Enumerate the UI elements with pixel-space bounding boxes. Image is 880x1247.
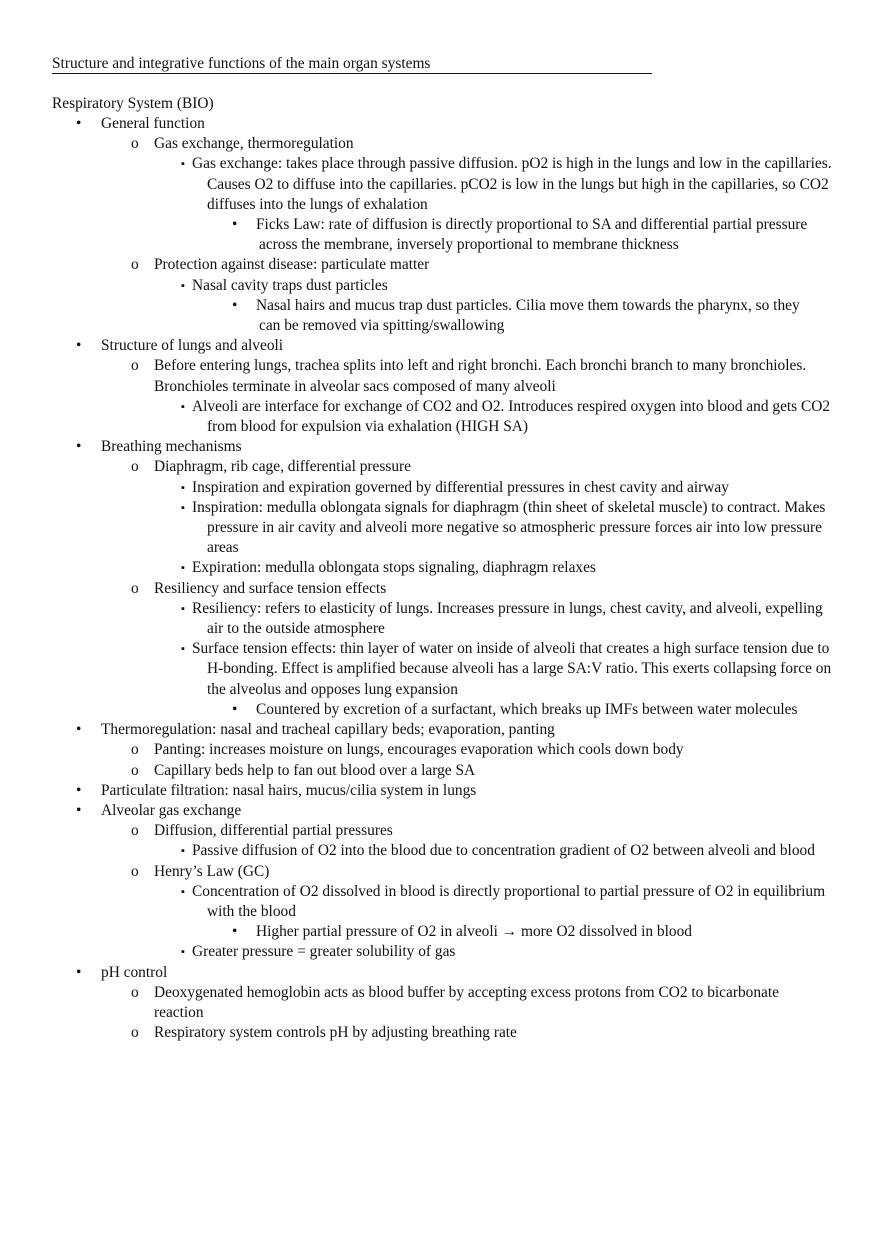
item-text: Thermoregulation: nasal and tracheal capillary beds; evaporation, panting (101, 721, 555, 739)
square-marker: ▪ (181, 501, 185, 514)
bullet-marker: • (76, 115, 82, 132)
bullet-marker: • (76, 963, 82, 981)
circle-marker: o (131, 458, 139, 476)
circle-marker: o (131, 135, 139, 153)
circle-marker: o (131, 256, 139, 274)
item-text: Higher partial pressure of O2 in alveoli → more O2 dissolved in blood (256, 923, 692, 941)
bullet-item (0, 114, 880, 134)
section-heading: Respiratory System (BIO) (52, 95, 214, 112)
subitem (0, 740, 880, 760)
item-text: Countered by excretion of a surfactant, which breaks up IMFs between water molecules (256, 700, 798, 718)
subitem (0, 862, 880, 882)
square-marker: ▪ (181, 946, 185, 959)
bullet-item (0, 720, 880, 740)
detail-item (0, 397, 880, 437)
subitem (0, 1023, 880, 1043)
subitem (0, 255, 880, 275)
page-title: Structure and integrative functions of the main organ systems (52, 54, 652, 74)
subitem (0, 579, 880, 599)
detail-item (0, 276, 880, 296)
item-text: Structure of lungs and alveoli (101, 337, 284, 355)
square-marker: ▪ (181, 158, 185, 171)
item-text: Resiliency and surface tension effects (154, 579, 387, 597)
item-text: Respiratory system controls pH by adjusting breathing rate (154, 1024, 517, 1042)
item-text: Capillary beds help to fan out blood over a large SA (154, 761, 476, 779)
circle-marker: o (131, 862, 139, 880)
bullet-marker: • (232, 296, 238, 314)
item-text: Nasal hairs and mucus trap dust particles. Cilia move them towards the pharynx, so they can be removed via spitting/swallowing (256, 296, 800, 335)
item-text: Concentration of O2 dissolved in blood is directly proportional to partial pressure of O2 in equilibrium with the blood (192, 882, 826, 920)
subitem (0, 356, 880, 396)
item-text: Inspiration and expiration governed by differential pressures in chest cavity and airway (192, 478, 729, 496)
square-marker: ▪ (181, 885, 185, 898)
detail-item (0, 639, 880, 700)
bullet-marker: • (232, 700, 238, 718)
bullet-marker: • (76, 438, 82, 456)
item-text: Passive diffusion of O2 into the blood due to concentration gradient of O2 between alveoli and blood (192, 842, 815, 860)
item-text: Expiration: medulla oblongata stops signaling, diaphragm relaxes (192, 559, 596, 577)
note-item (0, 296, 880, 336)
bullet-marker: • (232, 923, 238, 941)
item-text: Protection against disease: particulate matter (154, 256, 430, 274)
square-marker: ▪ (181, 481, 185, 494)
subitem (0, 457, 880, 477)
bullet-item (0, 437, 880, 457)
item-text: Gas exchange: takes place through passive diffusion. pO2 is high in the lungs and low in the capillaries. Causes O2 to diffuse into the capillaries. pCO2 is low in the lungs but high in the capillaries, so CO2 diffuses into the lungs of exhalation (192, 155, 832, 213)
subitem (0, 821, 880, 841)
item-text: General function (101, 115, 205, 132)
item-text: Nasal cavity traps dust particles (192, 276, 388, 294)
subitem (0, 134, 880, 154)
item-text: Inspiration: medulla oblongata signals for diaphragm (thin sheet of skeletal muscle) to contract. Makes pressure in air cavity and alveoli more negative so atmospheric pressure forces air into low pressure areas (192, 498, 826, 557)
circle-marker: o (131, 822, 139, 840)
item-text: pH control (101, 963, 168, 981)
bullet-item (0, 781, 880, 801)
note-item (0, 922, 880, 942)
outline-list (0, 114, 880, 1043)
bullet-marker: • (76, 781, 82, 799)
item-text: Before entering lungs, trachea splits into left and right bronchi. Each bronchi branch to many bronchioles. Bronchioles terminate in alveolar sacs composed of many alveoli (154, 357, 807, 395)
detail-item (0, 478, 880, 498)
subitem (0, 983, 880, 1023)
circle-marker: o (131, 983, 139, 1001)
square-marker: ▪ (181, 562, 185, 575)
subitem (0, 761, 880, 781)
circle-marker: o (131, 579, 139, 597)
circle-marker: o (131, 1024, 139, 1042)
bullet-item (0, 336, 880, 356)
square-marker: ▪ (181, 602, 185, 615)
item-text: Diaphragm, rib cage, differential pressure (154, 458, 411, 476)
circle-marker: o (131, 357, 139, 375)
detail-item (0, 154, 880, 215)
item-text: Ficks Law: rate of diffusion is directly proportional to SA and differential partial pressure across the membrane, inversely proportional to membrane thickness (256, 216, 808, 254)
item-text: Greater pressure = greater solubility of gas (192, 943, 456, 961)
detail-item (0, 498, 880, 559)
bullet-marker: • (76, 721, 82, 739)
note-item (0, 700, 880, 720)
bullet-marker: • (232, 216, 238, 234)
bullet-item (0, 963, 880, 983)
square-marker: ▪ (181, 845, 185, 858)
detail-item (0, 558, 880, 578)
detail-item (0, 942, 880, 962)
note-item (0, 215, 880, 255)
item-text: Surface tension effects: thin layer of water on inside of alveoli that creates a high surface tension due to H-bonding. Effect is amplified because alveoli has a large SA:V ratio. This exerts collapsing force on the alveolus and opposes lung expansion (192, 640, 832, 698)
item-text: Deoxygenated hemoglobin acts as blood buffer by accepting excess protons from CO2 to bicarbonate reaction (154, 983, 779, 1021)
bullet-item (0, 801, 880, 821)
item-text: Gas exchange, thermoregulation (154, 135, 354, 153)
detail-item (0, 882, 880, 922)
item-text: Particulate filtration: nasal hairs, mucus/cilia system in lungs (101, 781, 477, 799)
item-text: Alveoli are interface for exchange of CO2 and O2. Introduces respired oxygen into blood and gets CO2 from blood for expulsion via exhalation (HIGH SA) (192, 397, 831, 436)
bullet-marker: • (76, 801, 82, 819)
square-marker: ▪ (181, 643, 185, 656)
item-text: Panting: increases moisture on lungs, encourages evaporation which cools down body (154, 741, 684, 759)
item-text: Alveolar gas exchange (101, 801, 242, 819)
detail-item (0, 841, 880, 861)
item-text: Henry’s Law (GC) (154, 862, 270, 880)
square-marker: ▪ (181, 400, 185, 413)
square-marker: ▪ (181, 279, 185, 292)
detail-item (0, 599, 880, 639)
item-text: Diffusion, differential partial pressures (154, 822, 393, 840)
item-text: Breathing mechanisms (101, 438, 242, 456)
circle-marker: o (131, 741, 139, 759)
bullet-marker: • (76, 337, 82, 355)
circle-marker: o (131, 761, 139, 779)
item-text: Resiliency: refers to elasticity of lungs. Increases pressure in lungs, chest cavity, and alveoli, expelling air to the outside atmosphere (192, 599, 823, 638)
